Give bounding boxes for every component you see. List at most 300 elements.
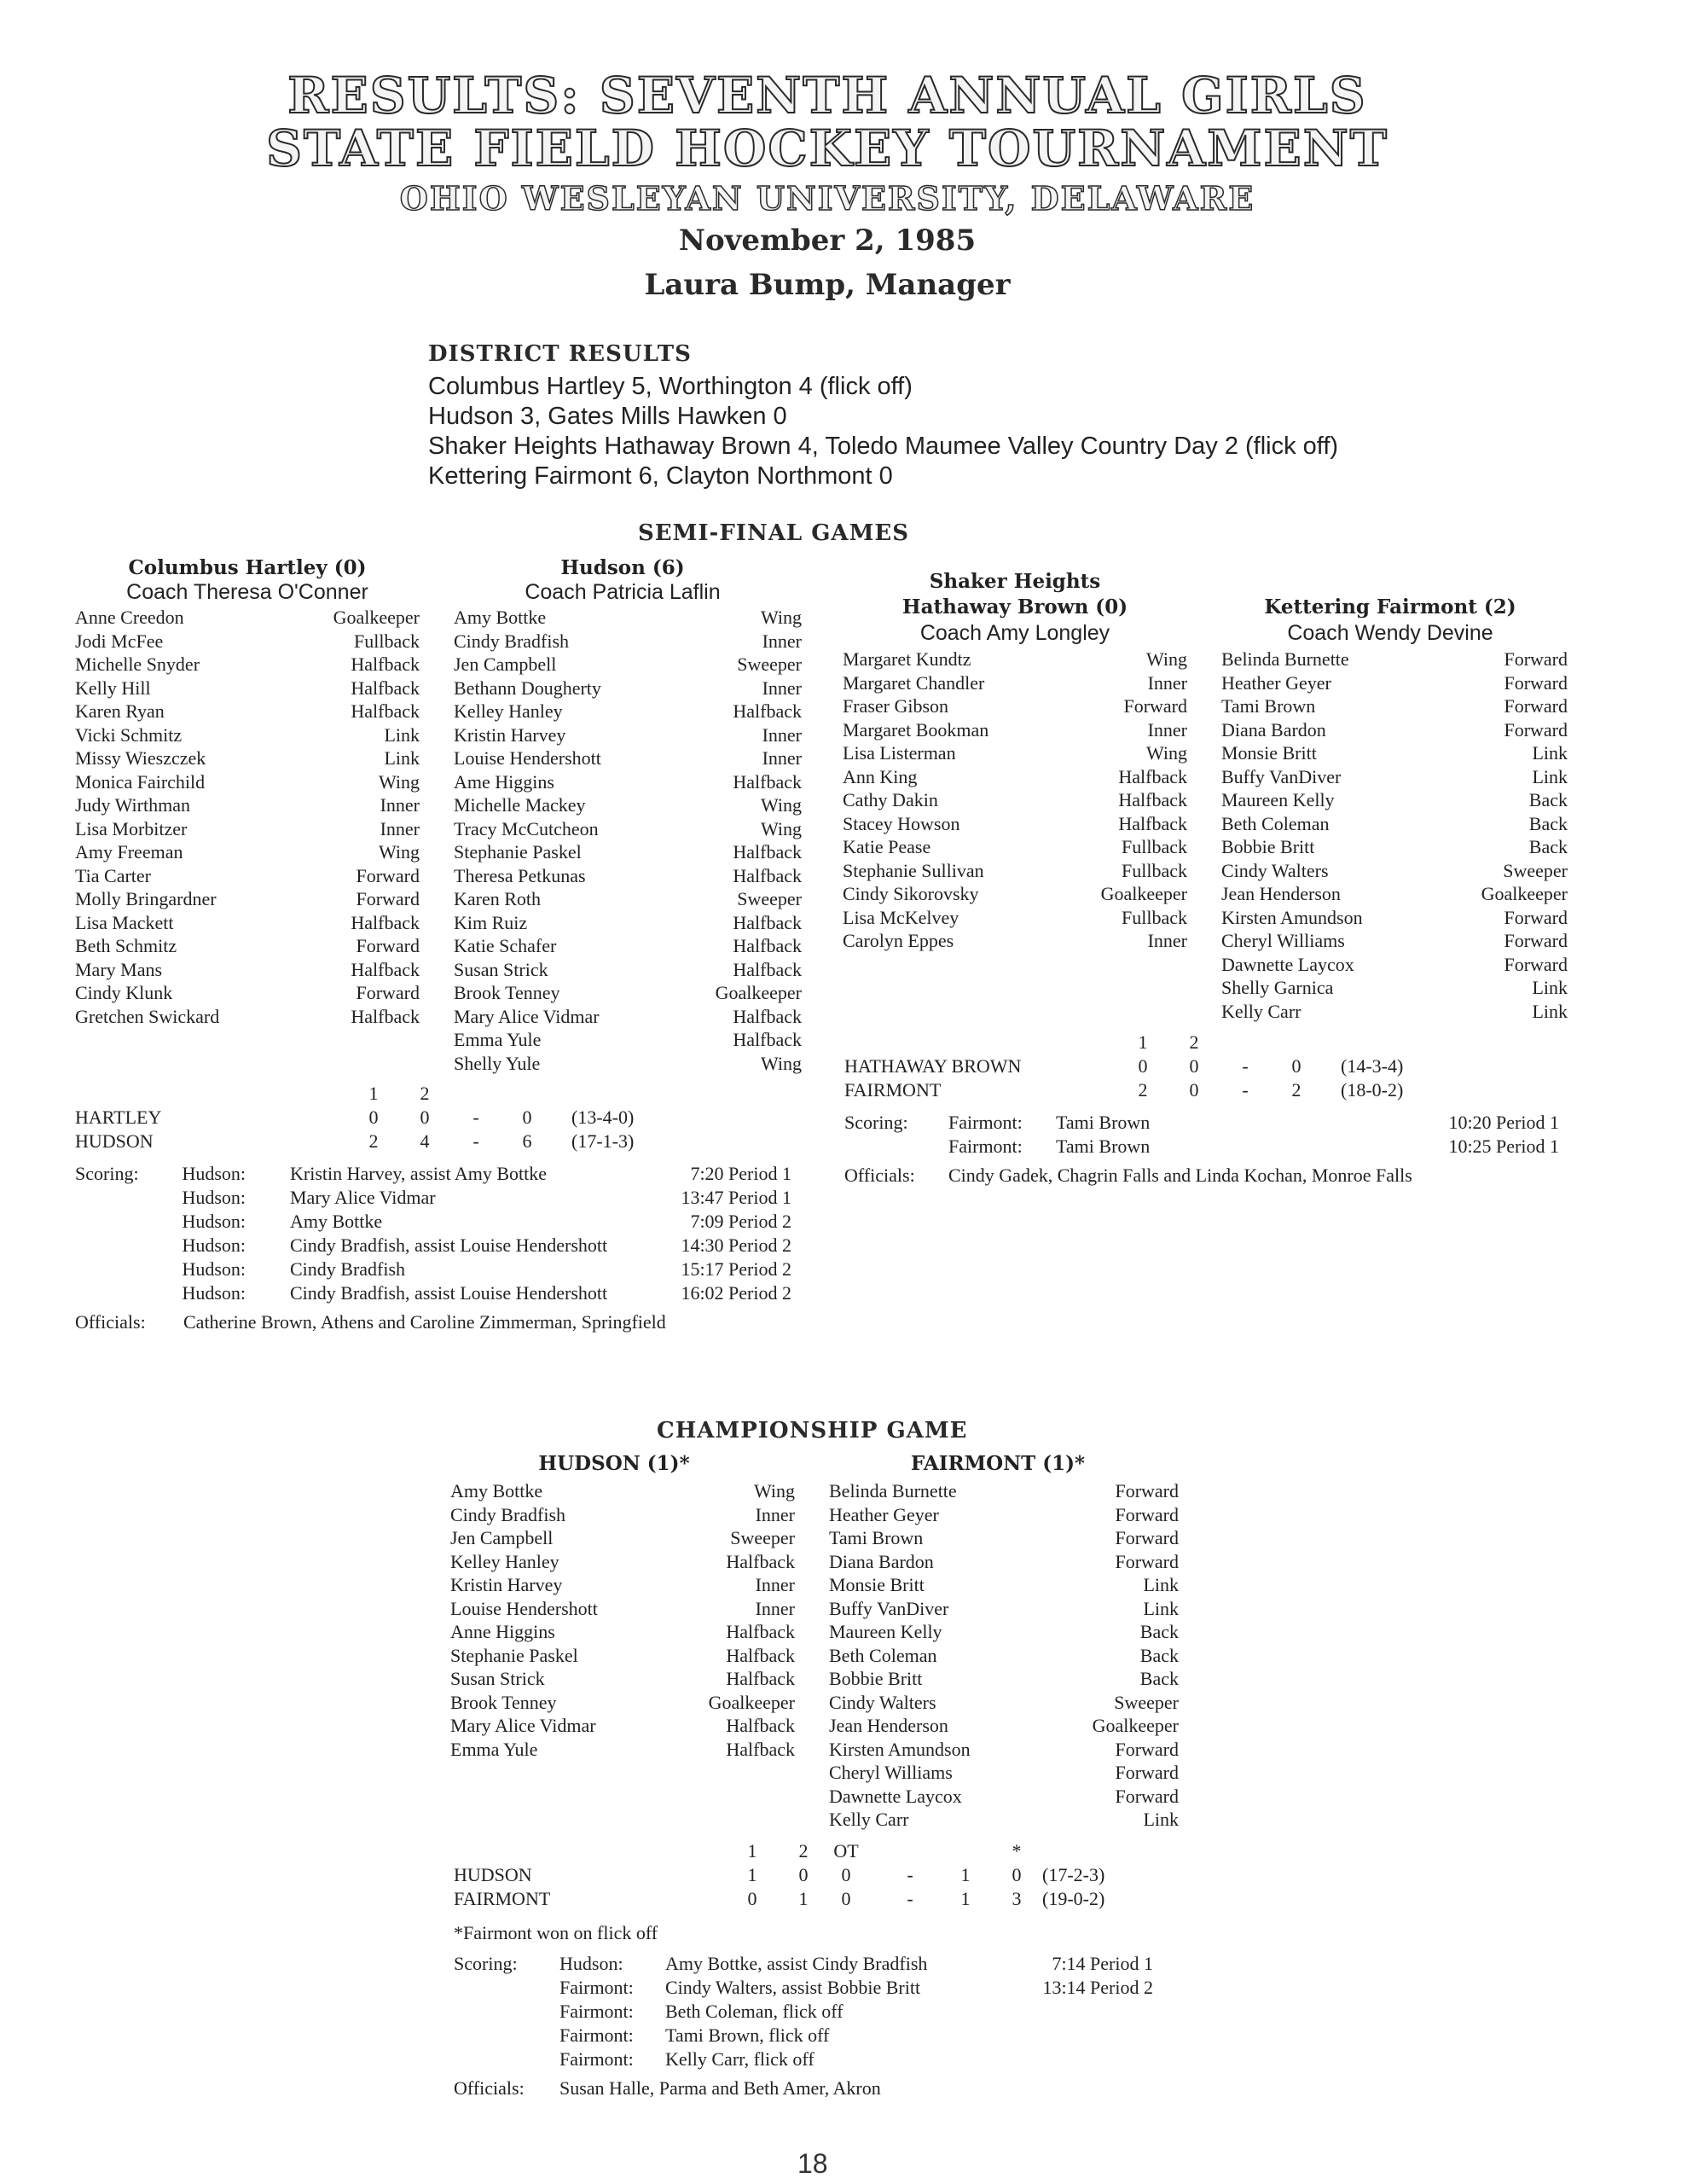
- player-row: [454, 677, 802, 700]
- officials-names: Susan Halle, Parma and Beth Amer, Akron: [559, 2077, 881, 2099]
- player-row: [454, 958, 802, 982]
- player-row: [1221, 859, 1568, 883]
- player-position: Forward: [1504, 648, 1568, 670]
- player-name: Ame Higgins: [454, 770, 554, 793]
- player-row: [843, 882, 1187, 906]
- player-position: Link: [1532, 765, 1568, 787]
- player-row: [1221, 812, 1568, 836]
- player-position: Sweeper: [1114, 1691, 1179, 1713]
- scoring-team: Fairmont:: [559, 2024, 634, 2046]
- player-name: Lisa Morbitzer: [75, 817, 188, 839]
- officials-names: Cindy Gadek, Chagrin Falls and Linda Kochan, Monroe Falls: [948, 1165, 1412, 1186]
- player-position: Goalkeeper: [715, 982, 802, 1003]
- player-name: Belinda Burnette: [1221, 648, 1349, 670]
- player-row: [829, 1503, 1179, 1527]
- scoring-row: [75, 1162, 809, 1186]
- player-name: Shelly Garnica: [1221, 977, 1334, 998]
- page-number: 18: [797, 2148, 828, 2179]
- player-name: Amy Freeman: [75, 841, 183, 863]
- player-name: Stephanie Paskel: [450, 1644, 578, 1666]
- semifinal-title: SEMI-FINAL GAMES: [638, 520, 909, 546]
- player-position: Wing: [1146, 648, 1187, 670]
- score-p2: 1: [798, 1888, 809, 1909]
- player-position: Fullback: [1122, 859, 1187, 881]
- game2-team-b-name: Kettering Fairmont (2): [1264, 595, 1516, 619]
- player-position: Forward: [1115, 1527, 1179, 1548]
- player-position: Inner: [762, 747, 802, 769]
- scoring-row: [75, 1210, 809, 1234]
- scoring-time: 10:25 Period 1: [1448, 1136, 1559, 1157]
- player-position: Sweeper: [1503, 859, 1568, 881]
- player-name: Lisa Mackett: [75, 911, 174, 933]
- player-name: Cindy Walters: [1221, 859, 1329, 881]
- player-name: Vicki Schmitz: [75, 723, 183, 746]
- player-name: Emma Yule: [454, 1029, 542, 1050]
- player-row: [1221, 1000, 1568, 1024]
- player-name: Jen Campbell: [450, 1527, 554, 1548]
- player-position: Inner: [380, 794, 420, 816]
- score-p2: 0: [1189, 1055, 1199, 1077]
- game2-team-a-roster: [843, 648, 1187, 953]
- championship-score-table: [454, 1839, 1221, 1916]
- player-position: Inner: [755, 1597, 795, 1619]
- score-p1: 1: [747, 1864, 757, 1885]
- player-name: Cindy Walters: [829, 1691, 936, 1713]
- player-position: Inner: [762, 723, 802, 746]
- scoring-time: 7:14 Period 1: [1052, 1953, 1153, 1974]
- player-name: Fraser Gibson: [843, 695, 949, 717]
- player-name: Jean Henderson: [1221, 883, 1341, 904]
- scoring-row: [75, 1186, 809, 1210]
- game1-scoring: [75, 1162, 809, 1334]
- player-row: [450, 1526, 795, 1550]
- player-position: Inner: [762, 677, 802, 699]
- venue-title: OHIO WESLEYAN UNIVERSITY, DELAWARE: [399, 179, 1255, 218]
- player-name: Louise Hendershott: [450, 1597, 598, 1619]
- player-name: Kirsten Amundson: [1221, 906, 1363, 928]
- player-position: Halfback: [733, 841, 802, 863]
- player-row: [1221, 953, 1568, 977]
- player-name: Tia Carter: [75, 864, 152, 886]
- player-name: Margaret Bookman: [843, 718, 989, 741]
- player-row: [454, 653, 802, 677]
- officials-row: [844, 1164, 1569, 1188]
- player-position: Goalkeeper: [1481, 883, 1568, 904]
- player-name: Maureen Kelly: [1221, 789, 1335, 810]
- player-name: Beth Coleman: [829, 1644, 937, 1666]
- player-position: Halfback: [726, 1550, 795, 1572]
- player-position: Inner: [762, 630, 802, 652]
- player-position: Forward: [356, 982, 420, 1003]
- player-row: [454, 864, 802, 888]
- player-row: [75, 840, 420, 864]
- player-row: [843, 671, 1187, 695]
- player-position: Link: [1143, 1809, 1179, 1830]
- player-position: Goalkeeper: [708, 1691, 795, 1713]
- player-position: Wing: [761, 607, 802, 628]
- scoring-desc: Amy Bottke, assist Cindy Bradfish: [665, 1953, 928, 1974]
- player-row: [1221, 648, 1568, 671]
- player-position: Link: [1532, 742, 1568, 764]
- score-record: (18-0-2): [1341, 1079, 1404, 1101]
- player-position: Forward: [356, 935, 420, 956]
- player-row: [75, 653, 420, 677]
- player-position: Forward: [356, 888, 420, 909]
- game1-team-a-roster: [75, 606, 420, 1028]
- player-name: Katie Pease: [843, 836, 931, 857]
- player-position: Link: [384, 747, 420, 769]
- player-position: Halfback: [733, 1005, 802, 1027]
- scoring-desc: Tami Brown: [1056, 1136, 1151, 1157]
- player-name: Jodi McFee: [75, 630, 164, 652]
- player-row: [450, 1667, 795, 1691]
- period-label: 1: [368, 1083, 379, 1104]
- player-position: Forward: [1115, 1480, 1179, 1502]
- player-row: [450, 1738, 795, 1762]
- player-row: [829, 1550, 1179, 1574]
- scoring-team: Fairmont:: [948, 1112, 1023, 1133]
- game1-team-a-name: Columbus Hartley (0): [128, 556, 367, 579]
- player-position: Goalkeeper: [333, 607, 420, 628]
- player-name: Kelley Hanley: [450, 1550, 559, 1572]
- player-row: [75, 887, 420, 911]
- game1-team-b-coach: Coach Patricia Laflin: [525, 580, 721, 604]
- scoring-team: Hudson:: [182, 1187, 246, 1208]
- game2-team-a-name-1: Shaker Heights: [929, 570, 1101, 593]
- player-position: Forward: [1115, 1550, 1179, 1572]
- player-name: Lisa Listerman: [843, 742, 956, 764]
- player-name: Ann King: [843, 765, 918, 787]
- player-position: Link: [384, 723, 420, 746]
- player-row: [843, 694, 1187, 718]
- scoring-time: 15:17 Period 2: [681, 1258, 791, 1280]
- player-position: Inner: [755, 1503, 795, 1525]
- player-row: [454, 770, 802, 794]
- player-name: Brook Tenney: [450, 1691, 557, 1713]
- player-position: Back: [1139, 1644, 1179, 1666]
- period-label: 1: [747, 1840, 757, 1862]
- player-position: Halfback: [1118, 789, 1187, 810]
- player-position: Halfback: [351, 958, 420, 980]
- scoring-team: Hudson:: [182, 1234, 246, 1256]
- scoring-row: [454, 1976, 1187, 2000]
- player-name: Beth Coleman: [1221, 812, 1330, 834]
- player-name: Anne Higgins: [450, 1621, 555, 1642]
- player-row: [454, 981, 802, 1005]
- score-total: 2: [1291, 1079, 1301, 1101]
- score-p1: 0: [747, 1888, 757, 1909]
- score-p2: 0: [1189, 1079, 1199, 1101]
- player-position: Inner: [1147, 671, 1187, 694]
- scoring-row: [454, 1952, 1187, 1976]
- player-position: Back: [1528, 812, 1568, 834]
- player-row: [829, 1714, 1179, 1738]
- scoring-row: [454, 2024, 1187, 2048]
- player-position: Wing: [379, 770, 420, 793]
- player-position: Fullback: [1122, 836, 1187, 857]
- player-position: Halfback: [351, 677, 420, 699]
- score-team: HATHAWAY BROWN: [844, 1055, 1022, 1077]
- player-position: Forward: [1115, 1503, 1179, 1525]
- player-position: Halfback: [726, 1644, 795, 1666]
- player-name: Lisa McKelvey: [843, 906, 959, 928]
- scoring-time: 14:30 Period 2: [681, 1234, 791, 1256]
- player-row: [1221, 741, 1568, 765]
- player-row: [75, 677, 420, 700]
- player-name: Cindy Bradfish: [450, 1503, 566, 1525]
- player-name: Jen Campbell: [454, 653, 557, 675]
- player-name: Emma Yule: [450, 1738, 538, 1760]
- scoring-team: Fairmont:: [559, 2001, 634, 2022]
- championship-team-a-roster: [450, 1479, 795, 1761]
- player-row: [829, 1479, 1179, 1503]
- officials-label: Officials:: [454, 2077, 525, 2099]
- district-result: Shaker Heights Hathaway Brown 4, Toledo Maumee Valley Country Day 2 (flick off): [428, 433, 1339, 460]
- player-position: Halfback: [733, 864, 802, 886]
- player-row: [75, 981, 420, 1005]
- player-row: [454, 911, 802, 935]
- flickoff-note-row: [454, 1921, 1187, 1945]
- player-name: Mary Mans: [75, 958, 163, 980]
- scoring-team: Hudson:: [559, 1953, 623, 1974]
- player-row: [1221, 882, 1568, 906]
- scoring-time: 16:02 Period 2: [681, 1282, 791, 1304]
- score-p1: 2: [368, 1130, 379, 1152]
- player-position: Link: [1143, 1574, 1179, 1595]
- game1-score-table: [75, 1082, 843, 1159]
- score-total: 0: [522, 1107, 532, 1128]
- player-position: Wing: [761, 794, 802, 816]
- player-position: Sweeper: [737, 888, 802, 909]
- scoring-label: Scoring:: [75, 1163, 139, 1184]
- score-record: (17-2-3): [1042, 1864, 1105, 1885]
- player-name: Theresa Petkunas: [454, 864, 586, 886]
- player-position: Wing: [754, 1480, 795, 1502]
- flickoff-note: *Fairmont won on flick off: [454, 1922, 658, 1943]
- scoring-time: 13:47 Period 1: [681, 1187, 791, 1208]
- player-row: [829, 1761, 1179, 1785]
- player-name: Kristin Harvey: [450, 1574, 563, 1595]
- player-position: Goalkeeper: [1100, 883, 1187, 904]
- player-row: [450, 1550, 795, 1574]
- player-name: Stephanie Sullivan: [843, 859, 984, 881]
- championship-scoring: [454, 1952, 1187, 2100]
- player-row: [1221, 976, 1568, 1000]
- player-position: Forward: [1123, 695, 1187, 717]
- player-row: [454, 746, 802, 770]
- score-record: (14-3-4): [1341, 1055, 1404, 1077]
- player-row: [1221, 835, 1568, 859]
- player-name: Maureen Kelly: [829, 1621, 942, 1642]
- player-name: Diana Bardon: [829, 1550, 934, 1572]
- game1-team-b-roster: [454, 606, 802, 1075]
- scoring-row: [454, 2000, 1187, 2024]
- player-position: Forward: [1504, 718, 1568, 741]
- player-row: [829, 1644, 1179, 1668]
- player-name: Monsie Britt: [829, 1574, 925, 1595]
- player-name: Cheryl Williams: [1221, 930, 1345, 951]
- player-name: Amy Bottke: [454, 607, 547, 628]
- player-position: Fullback: [1122, 906, 1187, 928]
- player-name: Michelle Mackey: [454, 794, 586, 816]
- player-row: [829, 1667, 1179, 1691]
- player-position: Halfback: [726, 1715, 795, 1736]
- player-row: [843, 859, 1187, 883]
- player-row: [454, 934, 802, 958]
- player-position: Forward: [1504, 695, 1568, 717]
- player-row: [1221, 694, 1568, 718]
- period-label: OT: [833, 1840, 859, 1862]
- officials-row: [454, 2077, 1187, 2100]
- player-name: Judy Wirthman: [75, 794, 190, 816]
- player-row: [843, 812, 1187, 836]
- player-row: [843, 741, 1187, 765]
- player-position: Halfback: [733, 958, 802, 980]
- player-row: [454, 723, 802, 747]
- player-row: [843, 906, 1187, 930]
- game2-score-table: [844, 1031, 1612, 1107]
- score-p1: 0: [368, 1107, 379, 1128]
- scoring-desc: Amy Bottke: [290, 1211, 383, 1232]
- scoring-desc: Beth Coleman, flick off: [665, 2001, 844, 2022]
- officials-row: [75, 1310, 809, 1334]
- player-row: [454, 840, 802, 864]
- player-name: Katie Schafer: [454, 935, 557, 956]
- player-name: Monica Fairchild: [75, 770, 206, 793]
- player-name: Amy Bottke: [450, 1480, 543, 1502]
- scoring-team: Hudson:: [182, 1282, 246, 1304]
- player-position: Halfback: [1118, 765, 1187, 787]
- player-name: Kelly Carr: [1221, 1000, 1301, 1022]
- player-row: [75, 700, 420, 723]
- player-position: Forward: [1115, 1785, 1179, 1807]
- scoring-time: 13:14 Period 2: [1042, 1977, 1153, 1998]
- player-name: Bethann Dougherty: [454, 677, 601, 699]
- period-label: 2: [420, 1083, 430, 1104]
- player-name: Kelly Hill: [75, 677, 151, 699]
- player-row: [1221, 765, 1568, 789]
- player-name: Dawnette Laycox: [1221, 953, 1354, 975]
- player-name: Karen Roth: [454, 888, 542, 909]
- player-name: Cathy Dakin: [843, 789, 938, 810]
- player-name: Margaret Chandler: [843, 671, 985, 694]
- player-row: [843, 788, 1187, 812]
- title-line-2: STATE FIELD HOCKEY TOURNAMENT: [266, 119, 1388, 177]
- player-row: [454, 630, 802, 653]
- player-row: [829, 1738, 1179, 1762]
- player-position: Forward: [1115, 1738, 1179, 1760]
- score-p2: 4: [420, 1130, 430, 1152]
- player-name: Shelly Yule: [454, 1052, 541, 1074]
- player-position: Halfback: [1118, 812, 1187, 834]
- player-row: [454, 606, 802, 630]
- player-position: Forward: [1115, 1762, 1179, 1783]
- scoring-team: Hudson:: [182, 1211, 246, 1232]
- score-team: FAIRMONT: [844, 1079, 942, 1101]
- score-p2: 0: [420, 1107, 430, 1128]
- scoring-row: [844, 1111, 1569, 1135]
- scoring-team: Hudson:: [182, 1258, 246, 1280]
- scoring-desc: Cindy Bradfish: [290, 1258, 406, 1280]
- player-position: Halfback: [733, 770, 802, 793]
- player-name: Stacey Howson: [843, 812, 960, 834]
- player-row: [454, 1005, 802, 1029]
- championship-team-b-roster: [829, 1479, 1179, 1832]
- player-name: Kim Ruiz: [454, 911, 528, 933]
- player-row: [450, 1644, 795, 1668]
- score-ot: 0: [841, 1888, 851, 1909]
- player-position: Halfback: [351, 1005, 420, 1027]
- player-name: Tracy McCutcheon: [454, 817, 599, 839]
- championship-team-b-name: FAIRMONT (1)*: [910, 1452, 1086, 1475]
- period-label: *: [1012, 1840, 1022, 1862]
- player-name: Mary Alice Vidmar: [454, 1005, 600, 1027]
- player-position: Goalkeeper: [1092, 1715, 1179, 1736]
- player-row: [450, 1714, 795, 1738]
- player-position: Halfback: [733, 700, 802, 722]
- player-row: [829, 1691, 1179, 1715]
- score-total: 0: [1291, 1055, 1301, 1077]
- score-flickoff: 3: [1012, 1888, 1022, 1909]
- scoring-label: Scoring:: [844, 1112, 908, 1133]
- scoring-row: [454, 2048, 1187, 2071]
- player-name: Missy Wieszczek: [75, 747, 206, 769]
- player-position: Halfback: [726, 1668, 795, 1689]
- game2-team-b-roster: [1221, 648, 1568, 1023]
- championship-note-block: [454, 1921, 1187, 1945]
- player-name: Mary Alice Vidmar: [450, 1715, 596, 1736]
- player-position: Forward: [1504, 953, 1568, 975]
- player-position: Halfback: [351, 911, 420, 933]
- player-row: [75, 793, 420, 817]
- player-name: Buffy VanDiver: [829, 1597, 949, 1619]
- event-date: November 2, 1985: [678, 224, 977, 258]
- scoring-label: Scoring:: [454, 1953, 518, 1974]
- player-row: [450, 1620, 795, 1644]
- player-row: [1221, 671, 1568, 695]
- player-row: [829, 1597, 1179, 1621]
- score-team: HUDSON: [75, 1130, 154, 1152]
- score-total: 1: [960, 1888, 971, 1909]
- score-ot: 0: [841, 1864, 851, 1885]
- officials-label: Officials:: [75, 1311, 146, 1333]
- player-row: [454, 817, 802, 841]
- player-row: [75, 958, 420, 982]
- player-name: Anne Creedon: [75, 607, 184, 628]
- player-row: [75, 817, 420, 841]
- player-name: Carolyn Eppes: [843, 930, 954, 951]
- player-name: Kirsten Amundson: [829, 1738, 971, 1760]
- score-dash: -: [1242, 1055, 1249, 1077]
- score-dash: -: [907, 1864, 913, 1885]
- player-row: [843, 765, 1187, 789]
- score-record: (19-0-2): [1042, 1888, 1105, 1909]
- player-name: Karen Ryan: [75, 700, 165, 722]
- score-total: 1: [960, 1864, 971, 1885]
- district-results-list: [428, 372, 1338, 491]
- player-row: [1221, 718, 1568, 742]
- player-position: Back: [1139, 1668, 1179, 1689]
- scoring-desc: Cindy Walters, assist Bobbie Britt: [665, 1977, 921, 1998]
- player-position: Link: [1532, 1000, 1568, 1022]
- district-result: Kettering Fairmont 6, Clayton Northmont 0: [428, 462, 893, 490]
- player-name: Molly Bringardner: [75, 888, 217, 909]
- scoring-team: Hudson:: [182, 1163, 246, 1184]
- player-row: [75, 723, 420, 747]
- player-position: Halfback: [733, 911, 802, 933]
- period-label: 2: [1189, 1031, 1199, 1053]
- player-name: Brook Tenney: [454, 982, 560, 1003]
